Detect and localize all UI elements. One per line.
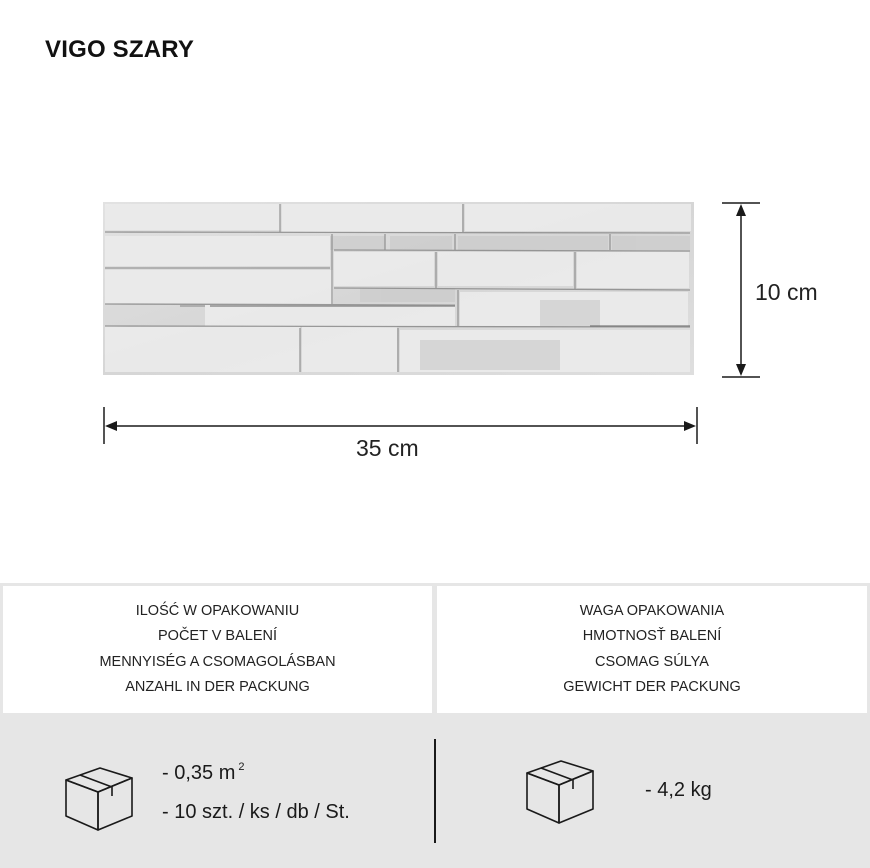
quantity-header xyxy=(3,586,432,713)
quantity-header-de: ANZAHL IN DER PACKUNG xyxy=(125,679,310,695)
values-row xyxy=(0,713,870,868)
width-label: 35 cm xyxy=(356,435,419,461)
quantity-header-hu: MENNYISÉG A CSOMAGOLÁSBAN xyxy=(99,653,336,670)
area-value-text: - 0,35 m xyxy=(162,762,236,784)
weight-value: - 4,2 kg xyxy=(645,779,712,801)
weight-header-de: GEWICHT DER PACKUNG xyxy=(563,679,741,695)
package-info-table xyxy=(0,583,870,868)
weight-header-hu: CSOMAG SÚLYA xyxy=(595,653,709,670)
weight-header-pl: WAGA OPAKOWANIA xyxy=(579,602,725,619)
area-unit-superscript: 2 xyxy=(238,761,245,773)
box-icon xyxy=(523,753,595,825)
quantity-header-pl: ILOŚĆ W OPAKOWANIU xyxy=(135,602,300,619)
area-value xyxy=(162,761,244,785)
quantity-header-cz: POČET V BALENÍ xyxy=(158,628,277,644)
box-icon xyxy=(62,760,134,832)
column-divider xyxy=(434,739,436,843)
count-value: - 10 szt. / ks / db / St. xyxy=(162,801,350,823)
product-title: VIGO SZARY xyxy=(45,36,195,63)
weight-header xyxy=(437,586,867,713)
height-label: 10 cm xyxy=(755,279,818,305)
weight-header-sk: HMOTNOSŤ BALENÍ xyxy=(582,628,722,644)
